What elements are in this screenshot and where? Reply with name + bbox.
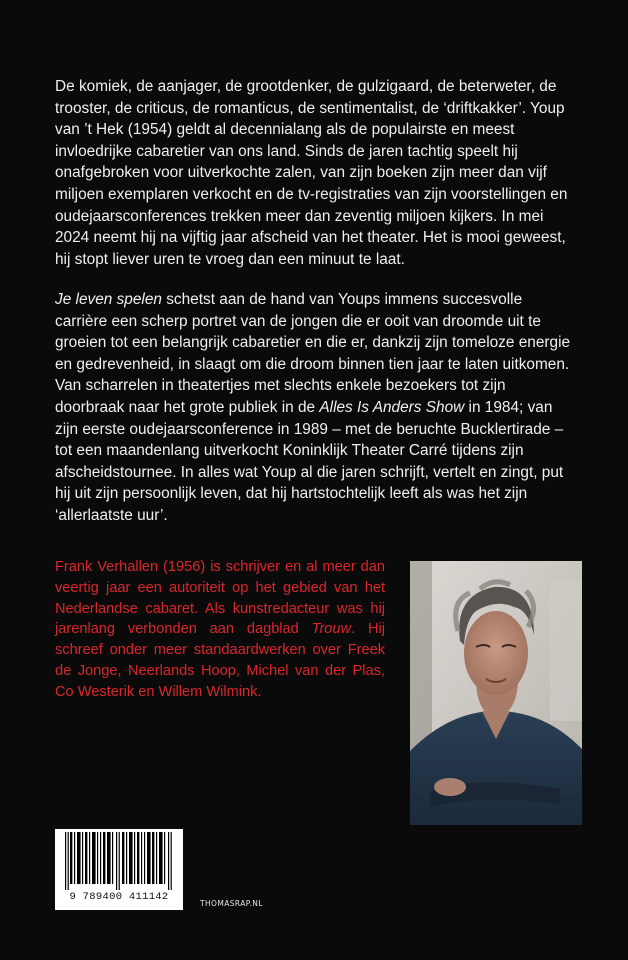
- newspaper-name: Trouw: [311, 621, 352, 638]
- publisher-url: THOMASRAP.NL: [200, 899, 263, 908]
- bio-text: . Hij schreef onder meer standaardwerken over Freek de Jonge, Neerlands Hoop, Michel van der Plas, Co Westerik en Willem Wilmink.: [55, 621, 385, 700]
- barcode-bars: [59, 832, 179, 890]
- book-title: Je leven spelen: [55, 291, 162, 308]
- blurb-paragraph-1: De komiek, de aanjager, de grootdenker, de gulzigaard, de beterweter, de trooster, de criticus, de romanticus, de sentimentalist, de ‘driftkakker’. Youp van ’t Hek (1954) geldt al decennialang als de populairste en meest invloedrijke cabaretier van ons land. Sinds de jaren tachtig speelt hij onafgebroken voor uitverkochte zalen, van zijn boeken zijn meer dan vijf miljoen exemplaren verkocht en de tv-registraties van zijn voorstellingen en oudejaarsconferences trekken meer dan zeventig miljoen kijkers. In mei 2024 neemt hij na vijftig jaar afscheid van het theater. Het is mooi geweest, hij stopt liever uren te vroeg dan een minuut te laat.: [55, 78, 568, 268]
- author-bio: [55, 557, 385, 703]
- blurb-text: in 1984; van zijn eerste oudejaarsconference in 1989 – met de beruchte Bucklertirade – tot een maandenlang uitverkocht Koninklijk Theater Carré tijdens zijn afscheidstournee. In alles wat Youp al die jaren schrijft, vertelt en zingt, put hij uit zijn persoonlijk leven, dat hij hartstochtelijk leeft als was het zijn ‘allerlaatste uur’.: [55, 398, 564, 524]
- show-title: Alles Is Anders Show: [319, 398, 465, 416]
- bio-text: Frank Verhallen (1956) is schrijver en al meer dan veertig jaar een autoriteit op het gebied van het Nederlandse cabaret. Als kunstredacteur was hij jarenlang verbonden aan dagblad: [55, 559, 385, 638]
- blurb-text: schetst aan de hand van Youps immens succesvolle carrière een scherp portret van de jongen die er ooit van droomde uit te groeien tot een belangrijk cabaretier en die er, dankzij zijn tomeloze energie en gedrevenheid, in slaagt om die droom binnen tien jaar te laten uitkomen. Van scharrelen in theatertjes met slechts enkele bezoekers tot zijn doorbraak naar het grote publiek in de: [55, 291, 571, 416]
- barcode: [55, 829, 183, 910]
- author-photo: [410, 561, 582, 825]
- blurb-paragraph-2: [55, 289, 575, 527]
- isbn-number: 9 789400 411142: [69, 891, 169, 903]
